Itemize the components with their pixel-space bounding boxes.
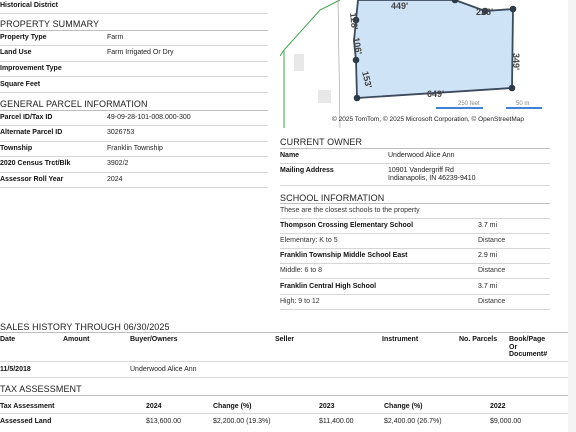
census-tract-label: 2020 Census Trct/Blk — [0, 160, 71, 167]
divider — [280, 148, 550, 149]
map-building — [318, 90, 331, 103]
owner-name-label: Name — [280, 152, 300, 159]
divider — [0, 45, 268, 46]
assessed-land-change-2: $2,400.00 (26.7%) — [384, 418, 442, 425]
mailing-address-label: Mailing Address — [280, 167, 334, 174]
col-tax-assessment: Tax Assessment — [0, 403, 55, 410]
school-grades: Middle: 6 to 8 — [280, 267, 323, 274]
mailing-address-line2: Indianapolis, IN 46239-9410 — [388, 175, 476, 182]
divider — [280, 263, 550, 264]
col-date: Date — [0, 336, 16, 343]
divider — [0, 92, 268, 93]
col-change-1: Change (%) — [213, 403, 252, 410]
divider — [280, 248, 550, 249]
divider — [280, 185, 550, 186]
divider — [0, 76, 268, 77]
school-grades: Elementary: K to 5 — [280, 237, 338, 244]
divider — [0, 141, 268, 142]
school-distance-label: Distance — [478, 237, 506, 244]
parcel-map-svg — [280, 0, 548, 128]
property-summary-title: PROPERTY SUMMARY — [0, 19, 100, 29]
school-name: Franklin Township Middle School East — [280, 252, 408, 259]
divider — [280, 309, 550, 310]
divider — [280, 163, 550, 164]
divider — [0, 413, 568, 414]
col-change-2: Change (%) — [384, 403, 423, 410]
school-distance-label: Distance — [478, 298, 506, 305]
school-distance-label: Distance — [478, 267, 506, 274]
edge-label: 153' — [360, 70, 374, 90]
divider — [0, 187, 268, 188]
school-name: Thompson Crossing Elementary School — [280, 222, 414, 229]
assessor-roll-year-label: Assessor Roll Year — [0, 176, 64, 183]
col-2023: 2023 — [319, 403, 335, 410]
divider — [0, 395, 568, 396]
township-value: Franklin Township — [107, 145, 163, 152]
divider — [280, 294, 550, 295]
school-grades: High: 9 to 12 — [280, 298, 320, 305]
parcel-vertex — [354, 95, 361, 102]
school-distance: 3.7 mi — [478, 283, 498, 290]
current-owner-title: CURRENT OWNER — [280, 137, 363, 147]
divider — [0, 332, 568, 333]
edge-label: 128' — [348, 12, 360, 31]
col-parcels: No. Parcels — [459, 336, 498, 343]
scrollbar-track[interactable] — [568, 0, 576, 432]
school-distance: 3.7 mi — [478, 222, 498, 229]
school-distance: 2.9 mi — [478, 252, 498, 259]
divider — [280, 278, 550, 279]
edge-label: 106' — [351, 36, 364, 56]
divider — [0, 377, 568, 378]
alternate-parcel-id-value: 3026753 — [107, 129, 135, 136]
sale-date: 11/5/2018 — [0, 366, 31, 373]
parcel-vertex — [353, 57, 360, 64]
edge-label: 226' — [476, 7, 494, 17]
divider — [0, 172, 268, 173]
land-use-label: Land Use — [0, 49, 32, 56]
assessed-land-2022: $9,000.00 — [490, 418, 522, 425]
scale-feet-label: 250 feet — [458, 101, 480, 107]
historical-district-label: Historical District — [0, 2, 58, 9]
tax-assessment-title: TAX ASSESSMENT — [0, 384, 82, 394]
sales-history-title: SALES HISTORY THROUGH 06/30/2025 — [0, 322, 170, 332]
col-book-line3: Document# — [509, 351, 548, 358]
edge-label: 449' — [391, 1, 409, 11]
census-tract-value: 3902/2 — [107, 160, 129, 167]
map-building — [294, 54, 304, 71]
township-label: Township — [0, 145, 33, 152]
divider — [280, 218, 550, 219]
property-type-label: Property Type — [0, 34, 47, 41]
map-copyright: © 2025 TomTom, © 2025 Microsoft Corporation, © OpenStreetMap — [332, 116, 525, 123]
improvement-type-label: Improvement Type — [0, 65, 62, 72]
edge-label: 649' — [427, 89, 445, 99]
col-book-line2: Or — [509, 344, 518, 351]
divider — [0, 110, 268, 111]
divider — [0, 125, 268, 126]
property-type-value: Farm — [107, 34, 124, 41]
mailing-address-line1: 10901 Vandergriff Rd — [388, 167, 454, 174]
divider — [280, 233, 550, 234]
assessed-land-label: Assessed Land — [0, 418, 52, 425]
owner-name-value: Underwood Alice Ann — [388, 152, 455, 159]
col-instrument: Instrument — [382, 336, 419, 343]
assessed-land-2023: $11,400.00 — [319, 418, 354, 425]
school-info-title: SCHOOL INFORMATION — [280, 193, 385, 203]
assessor-roll-year-value: 2024 — [107, 176, 123, 183]
parcel-vertex — [509, 85, 516, 92]
parcel-map[interactable] — [280, 0, 548, 128]
divider — [280, 203, 550, 204]
school-intro: These are the closest schools to the property — [280, 207, 420, 214]
general-parcel-title: GENERAL PARCEL INFORMATION — [0, 99, 148, 109]
divider — [0, 30, 268, 31]
square-feet-label: Square Feet — [0, 81, 41, 88]
col-book-line1: Book/Page — [509, 336, 546, 343]
school-name: Franklin Central High School — [280, 283, 377, 290]
col-buyer: Buyer/Owners — [130, 336, 178, 343]
divider — [0, 361, 568, 362]
scale-meters-label: 50 m — [516, 101, 530, 107]
divider — [0, 156, 268, 157]
col-2024: 2024 — [146, 403, 162, 410]
parcel-vertex — [510, 6, 517, 13]
divider — [0, 61, 268, 62]
col-2022: 2022 — [490, 403, 506, 410]
col-seller: Seller — [275, 336, 295, 343]
col-amount: Amount — [63, 336, 90, 343]
divider — [0, 13, 268, 14]
land-use-value: Farm Irrigated Or Dry — [107, 49, 174, 56]
assessed-land-change-1: $2,200.00 (19.3%) — [213, 418, 271, 425]
edge-label: 349' — [511, 53, 521, 71]
parcel-id-label: Parcel ID/Tax ID — [0, 114, 53, 121]
alternate-parcel-id-label: Alternate Parcel ID — [0, 129, 63, 136]
parcel-id-value: 49-09-28-101-008.000-300 — [107, 114, 191, 121]
sale-buyer: Underwood Alice Ann — [130, 366, 197, 373]
assessed-land-2024: $13,600.00 — [146, 418, 182, 425]
